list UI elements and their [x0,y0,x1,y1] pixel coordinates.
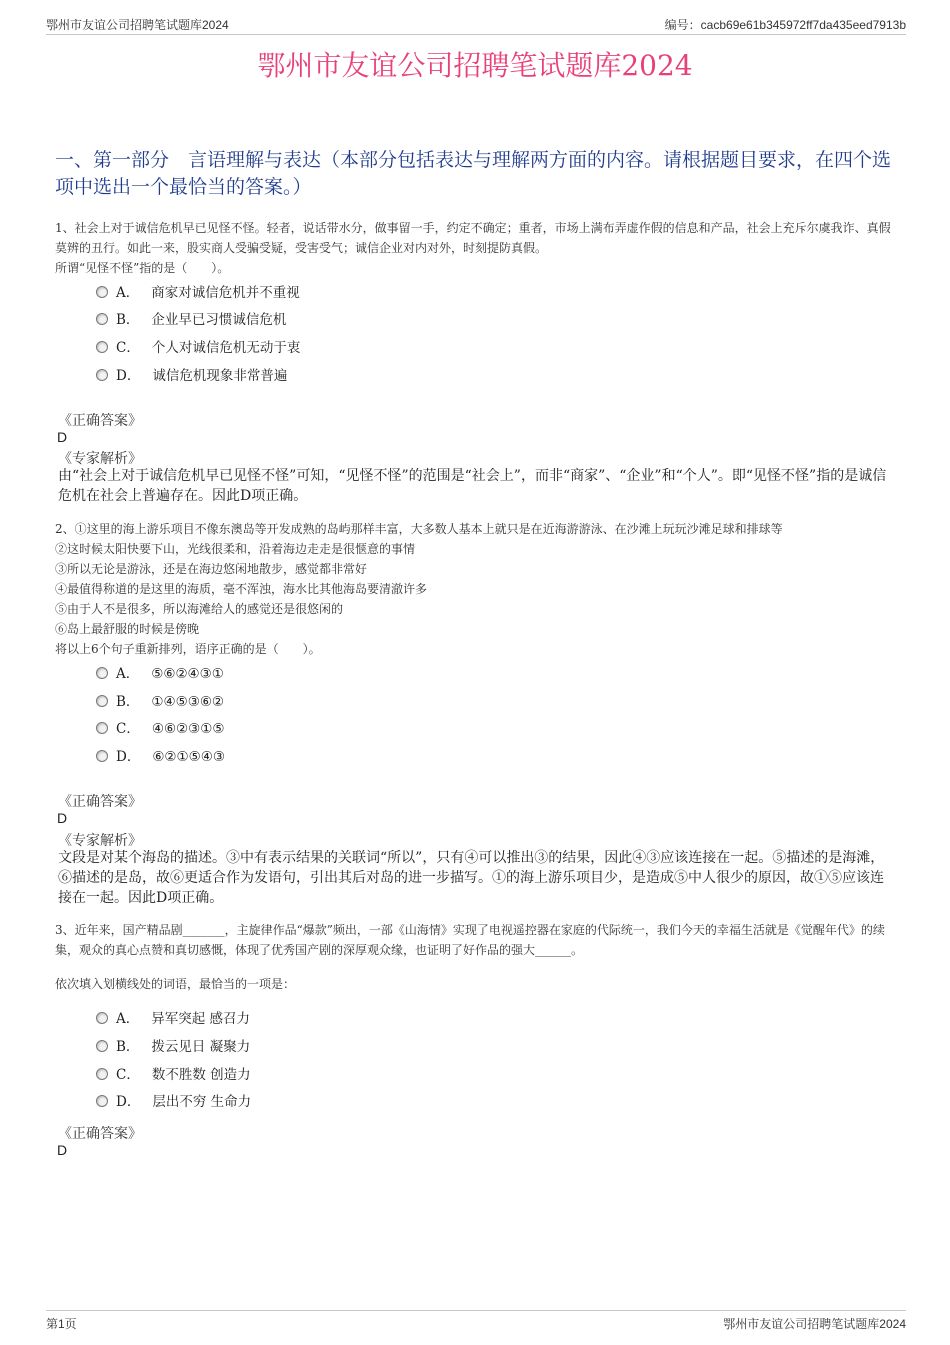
question-2-option-c[interactable]: C． ④⑥②③①⑤ [96,719,224,739]
radio-icon[interactable] [96,341,108,353]
question-2-line: ②这时候太阳快要下山，光线很柔和，沿着海边走走是很惬意的事情 [55,542,416,556]
question-3-option-b[interactable]: B． 拨云见日 凝聚力 [96,1037,250,1057]
radio-icon[interactable] [96,750,108,762]
question-3-line: 依次填入划横线处的词语，最恰当的一项是： [55,977,296,991]
radio-icon[interactable] [96,722,108,734]
question-2-line: 2、①这里的海上游乐项目不像东澳岛等开发成熟的岛屿那样丰富，大多数人基本上就只是在近海游游泳、在沙滩上玩玩沙滩足球和排球等 [55,522,783,536]
page-number: 第1页 [46,1317,77,1331]
page-title: 鄂州市友谊公司招聘笔试题库2024 [257,49,693,82]
answer-value: D [57,810,68,826]
question-1-line: 1、社会上对于诚信危机早已见怪不怪。轻者，说话带水分，做事留一手，约定不确定；重者，市场上满布弄虚作假的信息和产品，社会上充斥尔虞我诈、真假莫辨的丑行。如此一来，股实商人受骗受疑，受害受气；诚信企业对内对外，时刻提防真假。 [55,221,891,255]
answer-label: 《正确答案》 [58,1126,142,1142]
question-2-line: ③所以无论是游泳，还是在海边悠闲地散步，感觉都非常好 [55,562,368,576]
header-doc-id: 编号：cacb69e61b345972ff7da435eed7913b [664,18,906,32]
question-2-option-a[interactable]: A． ⑤⑥②④③① [96,664,224,684]
header-doc-title: 鄂州市友谊公司招聘笔试题库2024 [46,18,229,32]
question-1-option-d[interactable]: D． 诚信危机现象非常普遍 [96,366,287,386]
footer-doc-title: 鄂州市友谊公司招聘笔试题库2024 [723,1317,906,1331]
question-3-option-d[interactable]: D． 层出不穷 生命力 [96,1092,251,1112]
question-3-stem [55,920,900,994]
page-header [46,14,906,35]
section-heading: 一、第一部分 言语理解与表达（本部分包括表达与理解两方面的内容。请根据题目要求，在四个选项中选出一个最恰当的答案。） [55,149,892,198]
radio-icon[interactable] [96,1012,108,1024]
radio-icon[interactable] [96,1095,108,1107]
radio-icon[interactable] [96,1068,108,1080]
question-1-option-a[interactable]: A． 商家对诚信危机并不重视 [96,283,300,303]
radio-icon[interactable] [96,313,108,325]
answer-label: 《正确答案》 [58,413,142,429]
analysis-text: 文段是对某个海岛的描述。③中有表示结果的关联词“所以”，只有④可以推出③的结果，因此④③应该连接在一起。⑤描述的是海滩，⑥描述的是岛，故⑥更适合作为发语句，引出其后对岛的进一步描写。①的海上游乐项目少，是造成⑤中人很少的原因，故①⑤应该连接在一起。因此D项正确。 [58,850,885,906]
question-2-option-d[interactable]: D． ⑥②①⑤④③ [96,747,225,767]
question-2-line: ⑤由于人不是很多，所以海滩给人的感觉还是很悠闲的 [55,602,344,616]
analysis-text: 由“社会上对于诚信危机早已见怪不怪”可知，“见怪不怪”的范围是“社会上”，而非“商家”、“企业”和“个人”。即“见怪不怪”指的是诚信危机在社会上普遍存在。因此D项正确。 [58,468,887,504]
question-2-option-b[interactable]: B． ①④⑤③⑥② [96,692,224,712]
answer-value: D [57,429,68,445]
question-1-option-c[interactable]: C． 个人对诚信危机无动于衷 [96,338,300,358]
question-3-option-a[interactable]: A． 异军突起 感召力 [96,1009,250,1029]
radio-icon[interactable] [96,667,108,679]
question-2-line: ④最值得称道的是这里的海质，毫不浑浊，海水比其他海岛要清澈许多 [55,582,428,596]
radio-icon[interactable] [96,695,108,707]
page-footer [46,1310,906,1335]
radio-icon[interactable] [96,1040,108,1052]
question-3-option-c[interactable]: C． 数不胜数 创造力 [96,1065,251,1085]
question-2-line: 将以上6个句子重新排列，语序正确的是（ ）。 [55,642,321,656]
radio-icon[interactable] [96,286,108,298]
analysis-label: 《专家解析》 [58,451,142,467]
answer-value: D [57,1142,68,1158]
radio-icon[interactable] [96,369,108,381]
analysis-label: 《专家解析》 [58,833,142,849]
question-1-line: 所谓“见怪不怪”指的是（ ）。 [55,261,230,275]
answer-label: 《正确答案》 [58,794,142,810]
question-2-stem [55,519,900,659]
question-2-line: ⑥岛上最舒服的时候是傍晚 [55,622,200,636]
question-1-stem [55,218,900,278]
question-1-option-b[interactable]: B． 企业早已习惯诚信危机 [96,310,286,330]
question-3-line: 3、近年来，国产精品剧_______，主旋律作品“爆款”频出，一部《山海情》实现了电视遥控器在家庭的代际统一，我们今天的幸福生活就是《觉醒年代》的续集，观众的真心点赞和真切感慨，体现了优秀国产剧的深厚观众缘，也证明了好作品的强大______。 [55,923,885,957]
